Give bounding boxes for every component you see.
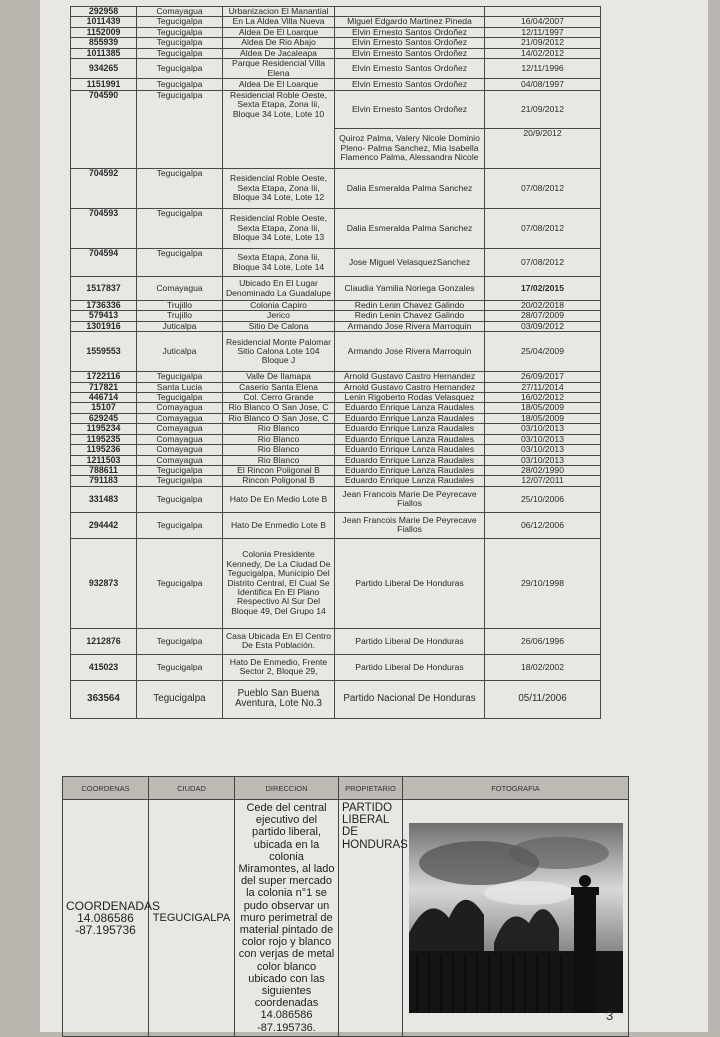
table-row (71, 434, 601, 444)
record-id: 1151991 (71, 79, 137, 91)
record-date: 18/05/2009 (485, 403, 601, 413)
record-owner: Arnold Gustavo Castro Hernandez (335, 372, 485, 382)
table-row (71, 372, 601, 382)
record-id: 629245 (71, 413, 137, 423)
record-owner: Partido Nacional De Honduras (335, 680, 485, 718)
record-id: 415023 (71, 654, 137, 680)
record-owner: Eduardo Enrique Lanza Raudales (335, 476, 485, 486)
record-owner: Jose Miguel VelasquezSanchez (335, 249, 485, 277)
record-address: Residencial Monte Palomar Sitio Calona Lote 104 Bloque J (223, 332, 335, 372)
record-date: 28/02/1990 (485, 465, 601, 475)
record-address: Rio Blanco (223, 434, 335, 444)
record-city: Comayagua (137, 455, 223, 465)
record-date (485, 7, 601, 17)
record-owner: Elvin Ernesto Santos Ordoñez (335, 59, 485, 79)
record-id: 1152009 (71, 27, 137, 37)
record-owner: Eduardo Enrique Lanza Raudales (335, 424, 485, 434)
record-date: 03/09/2012 (485, 321, 601, 331)
record-city: Juticalpa (137, 321, 223, 331)
table-row (71, 48, 601, 58)
table-row (71, 59, 601, 79)
record-id: 704594 (71, 249, 137, 277)
record-city: Tegucigalpa (137, 27, 223, 37)
record-date: 03/10/2013 (485, 424, 601, 434)
record-address: Parque Residencial Villa Elena (223, 59, 335, 79)
summary-coords: COORDENADAS 14.086586 -87.195736 (63, 800, 149, 1037)
record-owner: Eduardo Enrique Lanza Raudales (335, 413, 485, 423)
record-address: Sexta Etapa, Zona Iii, Bloque 34 Lote, Lote 14 (223, 249, 335, 277)
record-owner: Partido Liberal De Honduras (335, 628, 485, 654)
record-id: 791183 (71, 476, 137, 486)
record-id: 788611 (71, 465, 137, 475)
table-row (71, 169, 601, 209)
record-date: 16/04/2007 (485, 17, 601, 27)
record-date: 05/11/2006 (485, 680, 601, 718)
record-owner: Elvin Ernesto Santos Ordoñez (335, 38, 485, 48)
record-address: Colonia Capiro (223, 301, 335, 311)
record-owner: Elvin Ernesto Santos Ordoñez (335, 27, 485, 37)
table-row (71, 79, 601, 91)
record-id: 855939 (71, 38, 137, 48)
record-city: Comayagua (137, 434, 223, 444)
record-id: 1559553 (71, 332, 137, 372)
record-address: Residencial Roble Oeste, Sexta Etapa, Zona Iii, Bloque 34 Lote, Lote 12 (223, 169, 335, 209)
table-row (71, 680, 601, 718)
record-city: Tegucigalpa (137, 486, 223, 512)
table-row (71, 654, 601, 680)
record-city: Tegucigalpa (137, 628, 223, 654)
header-coords: COORDENAS (63, 777, 149, 800)
record-city: Tegucigalpa (137, 680, 223, 718)
table-row (71, 465, 601, 475)
record-city: Tegucigalpa (137, 512, 223, 538)
table-row (71, 301, 601, 311)
record-id: 1211503 (71, 455, 137, 465)
record-date: 26/06/1996 (485, 628, 601, 654)
record-owner: Arnold Gustavo Castro Hernandez (335, 382, 485, 392)
record-city: Tegucigalpa (137, 169, 223, 209)
record-owner: Eduardo Enrique Lanza Raudales (335, 465, 485, 475)
record-city: Tegucigalpa (137, 38, 223, 48)
table-row (71, 424, 601, 434)
header-city: CIUDAD (149, 777, 235, 800)
record-id: 717821 (71, 382, 137, 392)
record-date: 20/9/2012 (485, 129, 601, 169)
record-date: 03/10/2013 (485, 434, 601, 444)
record-id: 932873 (71, 538, 137, 628)
record-city: Tegucigalpa (137, 91, 223, 169)
table-row (71, 455, 601, 465)
table-row (71, 249, 601, 277)
record-id: 331483 (71, 486, 137, 512)
record-date: 25/10/2006 (485, 486, 601, 512)
record-address: Aldea De Jacaleapa (223, 48, 335, 58)
record-address: Hato De En Medio Lote B (223, 486, 335, 512)
record-date: 03/10/2013 (485, 445, 601, 455)
record-id: 1011439 (71, 17, 137, 27)
record-owner: Eduardo Enrique Lanza Raudales (335, 403, 485, 413)
record-owner: Redin Lenin Chavez Galindo (335, 301, 485, 311)
record-address: En La Aldea Villa Nueva (223, 17, 335, 27)
table-row (71, 38, 601, 48)
record-address: Aldea De El Loarque (223, 27, 335, 37)
record-id: 704592 (71, 169, 137, 209)
record-id: 15107 (71, 403, 137, 413)
record-city: Tegucigalpa (137, 654, 223, 680)
building-photo-image (409, 823, 623, 1013)
record-address: Aldea De El Loarque (223, 79, 335, 91)
table-row (71, 311, 601, 321)
table-row (71, 17, 601, 27)
record-owner: Eduardo Enrique Lanza Raudales (335, 445, 485, 455)
record-address: Ubicado En El Lugar Denominado La Guadalupe (223, 277, 335, 301)
record-address: Residencial Roble Oeste, Sexta Etapa, Zona Iii, Bloque 34 Lote, Lote 13 (223, 209, 335, 249)
record-date: 28/07/2009 (485, 311, 601, 321)
record-date: 29/10/1998 (485, 538, 601, 628)
record-id: 1736336 (71, 301, 137, 311)
record-city: Tegucigalpa (137, 59, 223, 79)
record-city: Comayagua (137, 7, 223, 17)
record-id: 1011385 (71, 48, 137, 58)
table-row (71, 486, 601, 512)
record-id: 446714 (71, 393, 137, 403)
record-id: 1195235 (71, 434, 137, 444)
record-owner: Elvin Ernesto Santos Ordoñez (335, 79, 485, 91)
inspection-summary-table (62, 776, 629, 1037)
record-id: 363564 (71, 680, 137, 718)
record-owner (335, 7, 485, 17)
record-owner: Lenin Rigoberto Rodas Velasquez (335, 393, 485, 403)
record-owner: Elvin Ernesto Santos Ordoñez (335, 91, 485, 129)
record-owner: Elvin Ernesto Santos Ordoñez (335, 48, 485, 58)
record-city: Comayagua (137, 413, 223, 423)
record-owner: Eduardo Enrique Lanza Raudales (335, 455, 485, 465)
record-city: Tegucigalpa (137, 249, 223, 277)
record-id: 1195236 (71, 445, 137, 455)
record-address: Urbanizacion El Manantial (223, 7, 335, 17)
record-id: 1195234 (71, 424, 137, 434)
record-id: 294442 (71, 512, 137, 538)
summary-city: TEGUCIGALPA (149, 800, 235, 1037)
record-date: 17/02/2015 (485, 277, 601, 301)
record-city: Santa Lucia (137, 382, 223, 392)
record-address: Hato De Enmedio Lote B (223, 512, 335, 538)
table-row (71, 332, 601, 372)
record-owner: Armando Jose Rivera Marroquin (335, 332, 485, 372)
record-date: 12/07/2011 (485, 476, 601, 486)
record-city: Trujillo (137, 311, 223, 321)
record-id: 934265 (71, 59, 137, 79)
record-city: Juticalpa (137, 332, 223, 372)
record-city: Tegucigalpa (137, 48, 223, 58)
record-date: 03/10/2013 (485, 455, 601, 465)
record-address: Hato De Enmedio, Frente Sector 2, Bloque 29, (223, 654, 335, 680)
record-address: Residencial Roble Oeste, Sexta Etapa, Zona Iii, Bloque 34 Lote, Lote 10 (223, 91, 335, 169)
record-owner: Quiroz Palma, Valery Nicole Dominio Pleno- Palma Sanchez, Mia Isabella Flamenco Palma, Alessandra Nicole (335, 129, 485, 169)
record-id: 1301916 (71, 321, 137, 331)
record-owner: Miguel Edgardo Martinez Pineda (335, 17, 485, 27)
record-date: 06/12/2006 (485, 512, 601, 538)
record-city: Tegucigalpa (137, 209, 223, 249)
record-id: 579413 (71, 311, 137, 321)
record-address: Sitio De Calona (223, 321, 335, 331)
record-city: Trujillo (137, 301, 223, 311)
record-date: 04/08/1997 (485, 79, 601, 91)
record-id: 1212876 (71, 628, 137, 654)
record-date: 14/02/2012 (485, 48, 601, 58)
record-owner: Dalia Esmeralda Palma Sanchez (335, 209, 485, 249)
record-owner: Eduardo Enrique Lanza Raudales (335, 434, 485, 444)
record-date: 07/08/2012 (485, 169, 601, 209)
record-date: 07/08/2012 (485, 209, 601, 249)
record-city: Tegucigalpa (137, 79, 223, 91)
page-number: 3 (606, 1008, 614, 1023)
header-owner: PROPIETARIO (339, 777, 403, 800)
record-city: Tegucigalpa (137, 538, 223, 628)
table-row (71, 277, 601, 301)
record-owner: Dalia Esmeralda Palma Sanchez (335, 169, 485, 209)
record-city: Comayagua (137, 403, 223, 413)
summary-photo-cell (403, 800, 629, 1037)
summary-row (63, 800, 629, 1037)
record-address: Rio Blanco O San Jose, C (223, 403, 335, 413)
record-address: Caserio Santa Elena (223, 382, 335, 392)
table-row (71, 321, 601, 331)
table-row (71, 403, 601, 413)
record-date: 18/05/2009 (485, 413, 601, 423)
record-id: 704590 (71, 91, 137, 169)
record-address: Rio Blanco (223, 424, 335, 434)
record-id: 292958 (71, 7, 137, 17)
record-date: 16/02/2012 (485, 393, 601, 403)
record-owner: Partido Liberal De Honduras (335, 538, 485, 628)
record-city: Tegucigalpa (137, 17, 223, 27)
summary-address: Cede del central ejecutivo del partido liberal, ubicada en la colonia Miramontes, al lado del super mercado la colonia n°1 se pudo observar un muro perimetral de material pintado de color rojo y blanco con verjas de metal color blanco ubicado con las siguientes coordenadas 14.086586 -87.195736. (235, 800, 339, 1037)
table-row (71, 7, 601, 17)
table-row (71, 628, 601, 654)
record-date: 21/09/2012 (485, 91, 601, 129)
record-date: 12/11/1996 (485, 59, 601, 79)
record-owner: Redin Lenin Chavez Galindo (335, 311, 485, 321)
table-row (71, 382, 601, 392)
record-date: 20/02/2018 (485, 301, 601, 311)
record-address: Jerico (223, 311, 335, 321)
record-city: Tegucigalpa (137, 465, 223, 475)
record-address: Rio Blanco O San Jose, C (223, 413, 335, 423)
record-date: 26/09/2017 (485, 372, 601, 382)
record-date: 25/04/2009 (485, 332, 601, 372)
record-owner: Armando Jose Rivera Marroquin (335, 321, 485, 331)
record-city: Comayagua (137, 445, 223, 455)
record-date: 21/09/2012 (485, 38, 601, 48)
record-id: 704593 (71, 209, 137, 249)
record-address: Col. Cerro Grande (223, 393, 335, 403)
record-city: Tegucigalpa (137, 476, 223, 486)
table-row (71, 27, 601, 37)
record-address: Rio Blanco (223, 445, 335, 455)
table-row (71, 393, 601, 403)
table-row (71, 413, 601, 423)
record-address: Rio Blanco (223, 455, 335, 465)
record-city: Tegucigalpa (137, 372, 223, 382)
table-row (71, 512, 601, 538)
record-address: Rincon Poligonal B (223, 476, 335, 486)
table-row (71, 91, 601, 129)
header-address: DIRECCION (235, 777, 339, 800)
table-row (71, 538, 601, 628)
table-row (71, 476, 601, 486)
property-records-table (70, 6, 601, 719)
record-date: 12/11/1997 (485, 27, 601, 37)
record-address: Pueblo San Buena Aventura, Lote No.3 (223, 680, 335, 718)
record-id: 1722116 (71, 372, 137, 382)
record-address: Colonia Presidente Kennedy, De La Ciudad De Tegucigalpa, Municipio Del Distrito Central, El Cual Se Identifica En El Plano Respectivo Al Sur Del Bloque 49, Del Grupo 14 (223, 538, 335, 628)
record-owner: Claudia Yamilia Noriega Gonzales (335, 277, 485, 301)
record-date: 27/11/2014 (485, 382, 601, 392)
record-city: Tegucigalpa (137, 393, 223, 403)
record-owner: Jean Francois Marie De Peyrecave Fiallos (335, 512, 485, 538)
summary-header-row (63, 777, 629, 800)
header-photo: FOTOGRAFIA (403, 777, 629, 800)
record-city: Comayagua (137, 277, 223, 301)
record-date: 18/02/2002 (485, 654, 601, 680)
record-address: El Rincon Poligonal B (223, 465, 335, 475)
record-city: Comayagua (137, 424, 223, 434)
record-owner: Partido Liberal De Honduras (335, 654, 485, 680)
summary-owner: PARTIDO LIBERAL DE HONDURAS (339, 800, 403, 1037)
table-row (71, 445, 601, 455)
record-address: Casa Ubicada En El Centro De Esta Población. (223, 628, 335, 654)
record-address: Aldea De Rio Abajo (223, 38, 335, 48)
record-id: 1517837 (71, 277, 137, 301)
record-address: Valle De Ilamapa (223, 372, 335, 382)
record-date: 07/08/2012 (485, 249, 601, 277)
record-owner: Jean Francois Marie De Peyrecave Fiallos (335, 486, 485, 512)
table-row (71, 209, 601, 249)
building-photo (409, 823, 623, 1013)
